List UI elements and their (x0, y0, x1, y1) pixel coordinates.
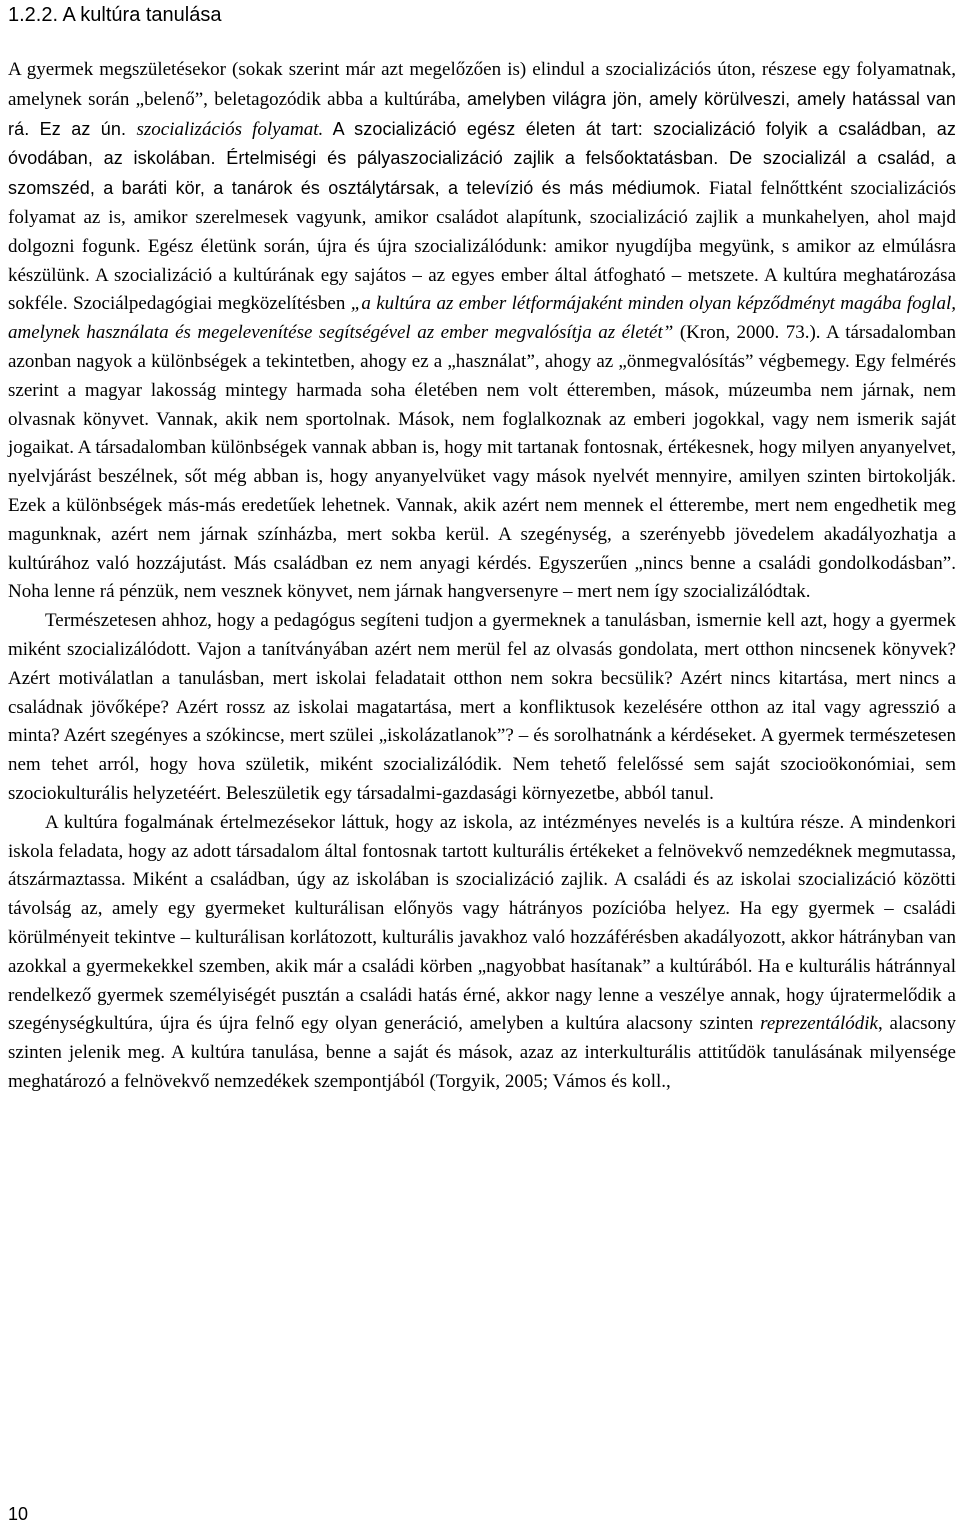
text-segment: A gyermek megszületésekor (sokak szerint már azt megelőzően is) elindul a szocializációs úton, részese egy folyamatnak, amelynek során „belenő”, beletagozódik abba a kultúrába, (8, 59, 956, 110)
text-segment: (Kron, 2000. 73.). A társadalomban azonban nagyok a különbségek a tekintetben, ahogy ez a „használat”, ahogy az „önmegvalósítás” végbemegy. Egy felmérés szerint a magyar lakosság mintegy harmada soha életében nem volt étteremben, mások, múzeumba nem járnak, nem olvasnak könyvet. Vannak, akik nem sportolnak. Mások, nem foglalkoznak az emberi jogokkal, vagy nem ismerik saját jogaikat. A társadalomban különbségek vannak abban is, hogy mit tartanak fontosnak, értékesnek, hogy milyen anyanyelvet, nyelvjárást beszélnek, sőt még abban is, hogy anyanyelvüket vagy mások nyelvét mennyire, amilyen szinten birtokolják. Ezek a különbségek más-más eredetűek lehetnek. Vannak, akik azért nem mennek el étterembe, mert nem engedhetik meg magunknak, azért nem járnak színházba, mert sokba kerül. A szegénység, a szerényebb jövedelem akadályozhatja a kultúrához való hozzájutást. Más családban ez nem anyagi kérdés. Egyszerűen „nincs benne a családi gondolkodásban”. Noha lenne rá pénzük, nem vesznek könyvet, nem járnak hangversenyre – mert nem így szocializálódtak. (8, 322, 956, 603)
text-segment: , alacsony szinten jelenik meg. A kultúra tanulása, benne a saját és mások, azaz az interkulturális attitűdök tanulásának milyensége meghatározó a felnövekvő nemzedékek szempontjából (Torgyik, 2005; Vámos és koll., (8, 1013, 956, 1092)
text-segment: Természetesen ahhoz, hogy a pedagógus segíteni tudjon a gyermeknek a tanulásban, ismernie kell azt, hogy a gyermek miként szocializálódott. Vajon a tanítványában azért nem merül fel az olvasás gondolata, mert otthon nincsenek könyvek? Azért motiválatlan a tanulásban, mert iskolai feladatait otthon nem sokra becsülik? Azért nincs kitartása, mert nincs a családnak jövőképe? Azért rossz az iskolai magatartása, mert a konfliktusok kezelésére otthon az ital vagy agresszió a minta? Azért szegényes a szókincse, mert szülei „iskolázatlanok”? – és sorolhatnánk a kérdéseket. A gyermek természetesen nem tehet arról, hogy hova születik, miként szocializálódik. Nem tehető felelőssé sem saját szocioökonómiai, sem szociokulturális helyzetéért. Beleszületik egy társadalmi-gazdasági környezetbe, abból tanul. (8, 610, 956, 804)
italic-text: reprezentálódik (760, 1013, 878, 1035)
text-segment: A kultúra fogalmának értelmezésekor láttuk, hogy az iskola, az intézményes nevelés is a kultúra része. A mindenkori iskola feladata, hogy az adott társadalom által fontosnak tartott kulturális értékeket a felnövekvő nemzedéknek megmutassa, átszármaztassa. Miként a családban, úgy az iskolában is szocializáció zajlik. A családi és az iskolai szocializáció közötti távolság az, amely egy gyermeket kulturálisan előnyös vagy hátrányos pozícióba helyez. Ha egy gyermek – családi körülményeit tekintve – kulturálisan korlátozott, kulturális javakhoz való hozzáférésben akadályozott, akkor hátrányban van azokkal a gyermekekkel szemben, akik már a családi körben „nagyobbat hasítanak” a kultúrából. Ha e kulturális hátránnyal rendelkező gyermek személyiségét pusztán a családi hatás érné, akkor nagy lenne a veszélye annak, hogy újratermelődik a szegénységkultúra, újra és újra felnő egy olyan generáció, amelyben a kultúra alacsony szinten (8, 811, 956, 1035)
section-heading: 1.2.2. A kultúra tanulása (8, 4, 222, 26)
page-number: 10 (8, 1504, 29, 1524)
text-segment: De szocializál a család, a szomszéd, a baráti kör, a tanárok és osztálytársak, a televízió és más médiumok. (8, 148, 956, 199)
document-body (8, 56, 956, 1097)
paragraph (8, 607, 956, 809)
text-segment: A szocializáció egész életen át tart: szocializáció folyik a családban, az óvodában, az iskolában. Értelmiségi és pályaszocializáció zajlik a felsőoktatásban. (8, 118, 956, 169)
paragraph (8, 56, 956, 607)
paragraph (8, 809, 956, 1097)
italic-text: szocializációs folyamat. (136, 118, 324, 140)
italic-text: „a kultúra az ember létformájaként minden olyan képződményt magába foglal, amelynek használata és megelevenítése segítségével az ember megvalósítja az életét” (8, 293, 956, 344)
text-segment: amelyben világra jön, amely körülveszi, amely hatással van rá. Ez az ún. (8, 88, 956, 139)
text-segment: Fiatal felnőttként szocializációs folyamat az is, amikor szerelmesek vagyunk, amikor családot alapítunk, szocializáció zajlik a munkahelyen, ahol majd dolgozni fogunk. Egész életünk során, újra és újra szocializálódunk: amikor nyugdíjba megyünk, s amikor az elmúlásra készülünk. A szocializáció a kultúrának egy sajátos – az egyes ember által átfogható – metszete. A kultúra meghatározása sokféle. Szociálpedagógiai megközelítésben (8, 178, 956, 315)
